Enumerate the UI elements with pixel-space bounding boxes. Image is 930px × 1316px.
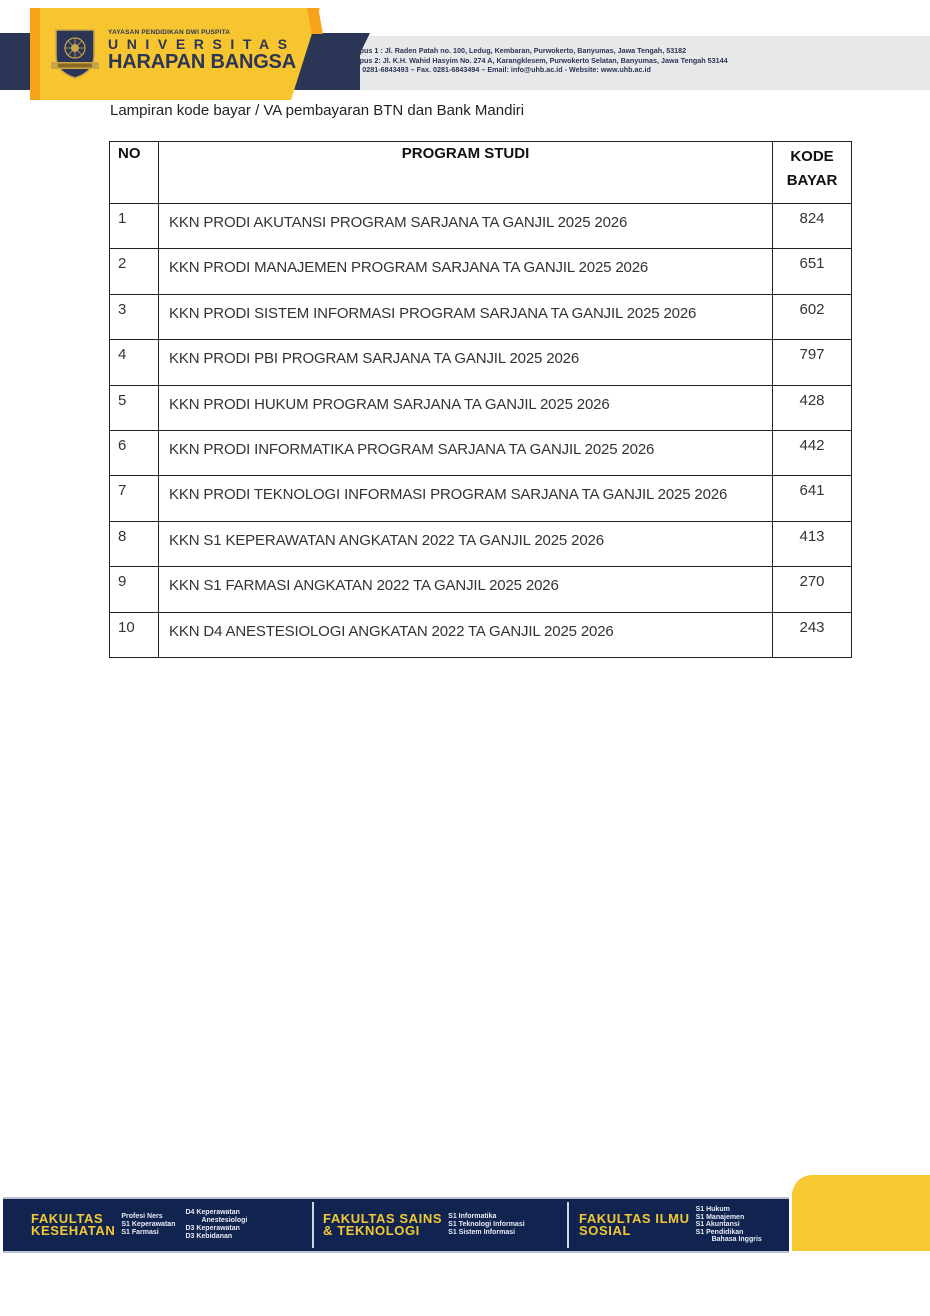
- row-kode: 270: [773, 567, 852, 612]
- faculty-title-line1: FAKULTAS SAINS: [323, 1211, 443, 1226]
- row-program: KKN PRODI PBI PROGRAM SARJANA TA GANJIL 2025 2026: [159, 340, 773, 385]
- university-label: UNIVERSITAS: [108, 36, 296, 52]
- program-item: S1 Farmasi: [121, 1229, 159, 1236]
- faculty-programs-secondary: [185, 1209, 247, 1241]
- row-program: KKN PRODI INFORMATIKA PROGRAM SARJANA TA GANJIL 2025 2026: [159, 430, 773, 475]
- row-kode: 797: [773, 340, 852, 385]
- row-kode: 602: [773, 294, 852, 339]
- row-kode: 243: [773, 612, 852, 657]
- program-item: S1 Informatika: [448, 1213, 497, 1220]
- faculty-title-line2: & TEKNOLOGI: [323, 1223, 420, 1238]
- header-address: [344, 46, 728, 75]
- row-program: KKN PRODI TEKNOLOGI INFORMASI PROGRAM SARJANA TA GANJIL 2025 2026: [159, 476, 773, 521]
- faculty-title: [323, 1213, 442, 1237]
- program-item: S1 Hukum: [695, 1206, 730, 1214]
- footer-divider: [312, 1202, 314, 1248]
- foundation-name: YAYASAN PENDIDIKAN DWI PUSPITA: [108, 29, 231, 36]
- row-no: 7: [110, 476, 159, 521]
- row-no: 9: [110, 567, 159, 612]
- program-item: S1 Keperawatan: [121, 1221, 176, 1228]
- table-row: [110, 294, 852, 339]
- row-kode: 413: [773, 521, 852, 566]
- table-row: [110, 521, 852, 566]
- address-campus-1: Kampus 1 : Jl. Raden Patah no. 100, Ledug, Kembaran, Purwokerto, Banyumas, Jawa Tengah, 53182: [344, 46, 687, 55]
- row-kode: 442: [773, 430, 852, 475]
- faculty-title-line2: KESEHATAN: [31, 1223, 116, 1238]
- faculty-title-line1: FAKULTAS ILMU: [579, 1211, 690, 1226]
- row-no: 5: [110, 385, 159, 430]
- faculty-ilmu-sosial: [579, 1199, 762, 1251]
- table-row: [110, 385, 852, 430]
- row-program: KKN S1 FARMASI ANGKATAN 2022 TA GANJIL 2025 2026: [159, 567, 773, 612]
- table-row: [110, 249, 852, 294]
- table-header-row: [110, 142, 852, 204]
- university-name: HARAPAN BANGSA: [108, 51, 296, 73]
- table-row: [110, 204, 852, 249]
- footer-divider: [567, 1202, 569, 1248]
- table-row: [110, 430, 852, 475]
- faculty-title-line1: FAKULTAS: [31, 1211, 104, 1226]
- table-row: [110, 340, 852, 385]
- university-crest-icon: [50, 26, 100, 80]
- kode-header-line1: KODE: [790, 148, 834, 165]
- header-orange-stripe: [30, 8, 40, 100]
- column-header-no: NO: [110, 142, 159, 204]
- program-item: D3 Keperawatan: [185, 1225, 240, 1232]
- column-header-program: PROGRAM STUDI: [159, 142, 773, 204]
- row-no: 3: [110, 294, 159, 339]
- row-no: 6: [110, 430, 159, 475]
- faculty-footer: [3, 1197, 789, 1253]
- table-row: [110, 476, 852, 521]
- program-item: S1 Akuntansi: [695, 1221, 740, 1229]
- program-item: S1 Pendidikan: [695, 1228, 744, 1236]
- kode-header-line2: BAYAR: [786, 172, 838, 189]
- program-item: Profesi Ners: [121, 1213, 163, 1220]
- row-no: 10: [110, 612, 159, 657]
- row-kode: 651: [773, 249, 852, 294]
- address-contact: Telp. 0281-6843493 – Fax. 0281-6843494 – Email: info@uhb.ac.id - Website: www.uhb.ac.id: [344, 65, 651, 75]
- footer-yellow-accent: [792, 1175, 930, 1251]
- program-item: D4 Keperawatan: [185, 1209, 240, 1216]
- column-header-kode: [773, 142, 852, 204]
- row-program: KKN PRODI MANAJEMEN PROGRAM SARJANA TA GANJIL 2025 2026: [159, 249, 773, 294]
- payment-code-table: [109, 141, 852, 658]
- table-row: [110, 567, 852, 612]
- faculty-sains-teknologi: [323, 1199, 525, 1251]
- row-program: KKN PRODI SISTEM INFORMASI PROGRAM SARJANA TA GANJIL 2025 2026: [159, 294, 773, 339]
- row-no: 2: [110, 249, 159, 294]
- row-program: KKN S1 KEPERAWATAN ANGKATAN 2022 TA GANJIL 2025 2026: [159, 521, 773, 566]
- faculty-programs: [448, 1213, 525, 1237]
- row-kode: 824: [773, 204, 852, 249]
- faculty-kesehatan: [31, 1199, 247, 1251]
- faculty-title: [31, 1213, 115, 1237]
- faculty-programs: [121, 1213, 175, 1237]
- document-intro: Lampiran kode bayar / VA pembayaran BTN dan Bank Mandiri: [110, 102, 525, 119]
- address-campus-2: Kampus 2: Jl. K.H. Wahid Hasyim No. 274 A, Karangklesem, Purwokerto Selatan, Banyumas, Jawa Tengah 53144: [344, 55, 728, 65]
- row-kode: 641: [773, 476, 852, 521]
- program-item: D3 Kebidanan: [185, 1233, 233, 1240]
- row-program: KKN PRODI AKUTANSI PROGRAM SARJANA TA GANJIL 2025 2026: [159, 204, 773, 249]
- faculty-title-line2: SOSIAL: [579, 1223, 631, 1238]
- row-program: KKN PRODI HUKUM PROGRAM SARJANA TA GANJIL 2025 2026: [159, 385, 773, 430]
- table-row: [110, 612, 852, 657]
- row-no: 4: [110, 340, 159, 385]
- program-item: S1 Sistem Informasi: [448, 1229, 516, 1236]
- row-no: 1: [110, 204, 159, 249]
- row-program: KKN D4 ANESTESIOLOGI ANGKATAN 2022 TA GANJIL 2025 2026: [159, 612, 773, 657]
- letterhead: [0, 0, 930, 110]
- program-item: Anestesiologi: [201, 1217, 248, 1224]
- program-item: Bahasa Inggris: [711, 1236, 762, 1244]
- university-wordmark: [108, 29, 296, 72]
- faculty-title: [579, 1213, 690, 1237]
- row-kode: 428: [773, 385, 852, 430]
- faculty-programs: [696, 1206, 762, 1244]
- program-item: S1 Manajemen: [695, 1213, 745, 1221]
- row-no: 8: [110, 521, 159, 566]
- program-item: S1 Teknologi Informasi: [448, 1221, 525, 1228]
